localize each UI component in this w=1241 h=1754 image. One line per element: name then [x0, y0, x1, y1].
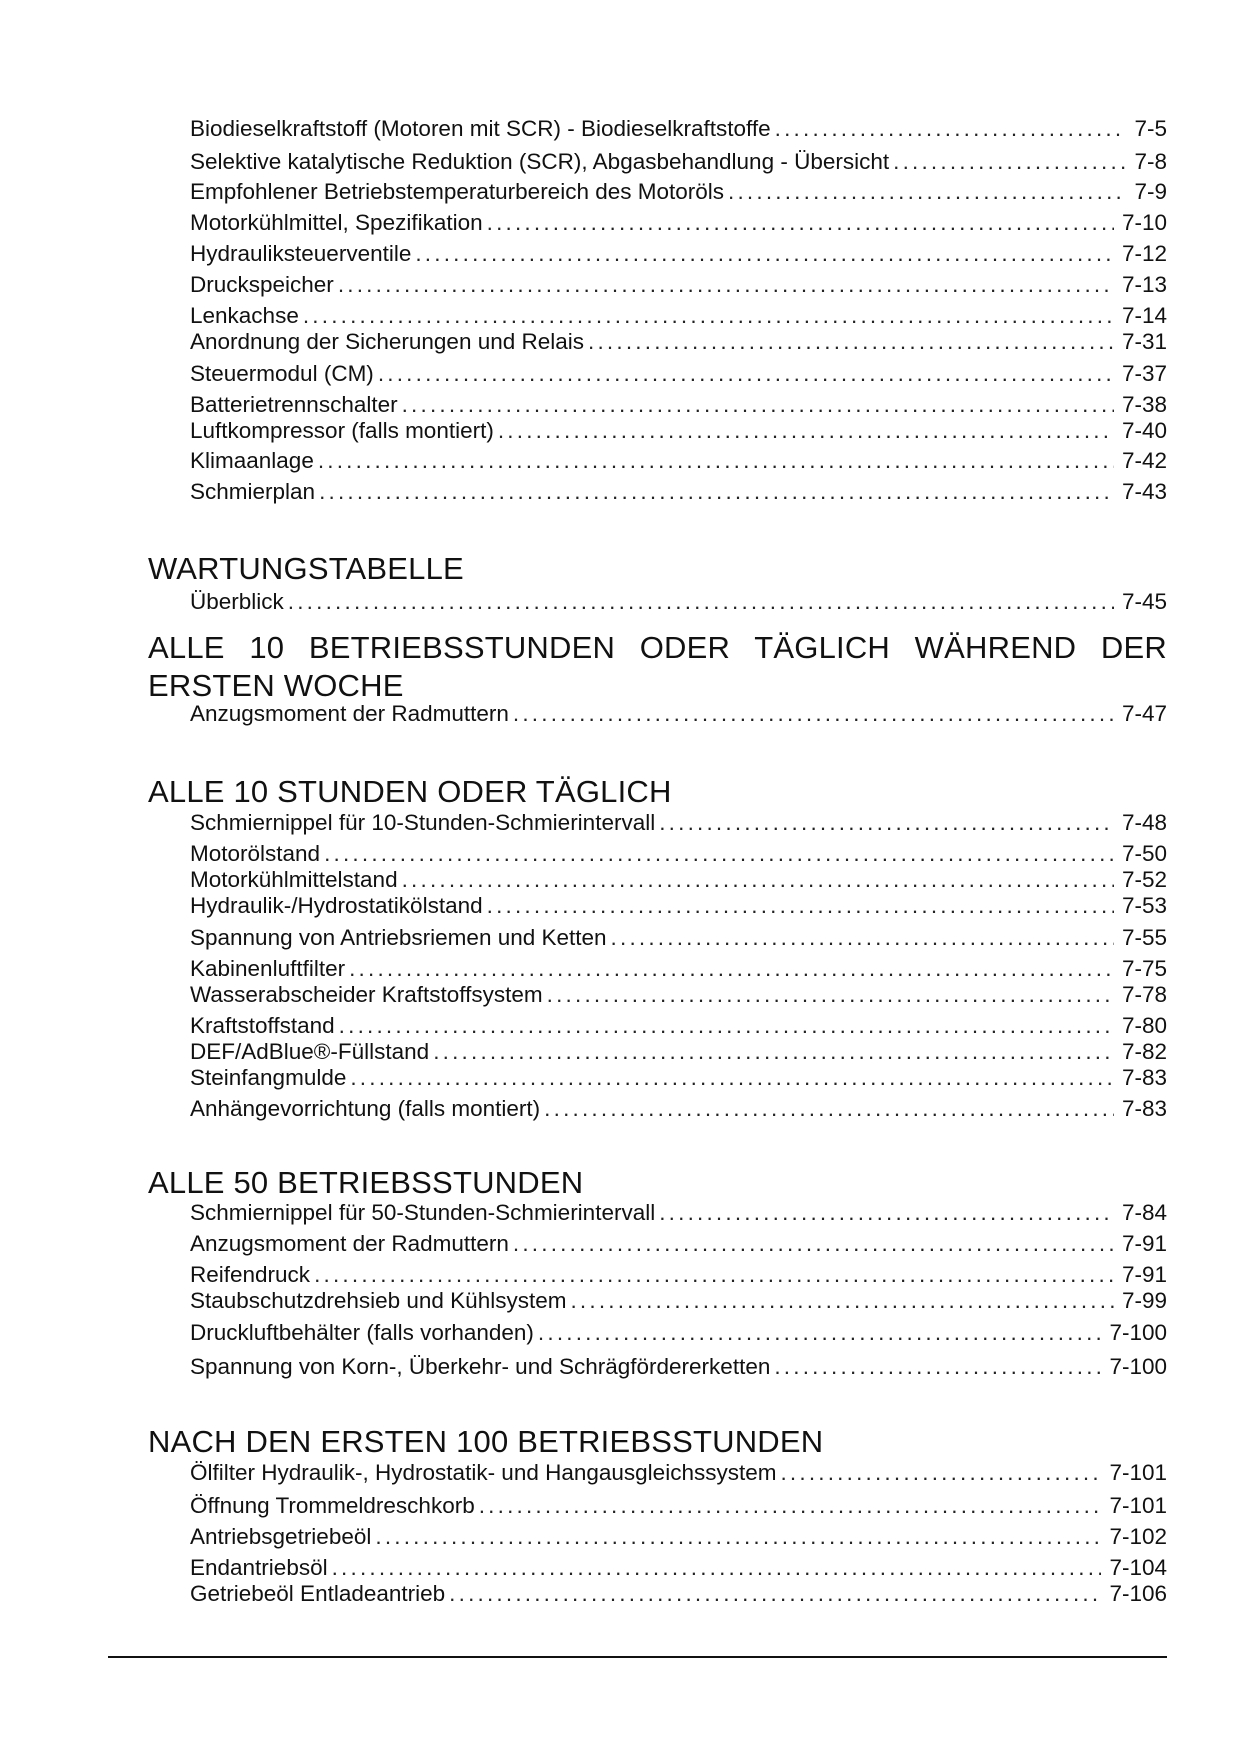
dot-leader	[728, 178, 1126, 206]
dot-leader	[314, 1261, 1114, 1289]
toc-entry-page: 7-37	[1121, 361, 1167, 386]
dot-leader	[433, 1038, 1114, 1066]
toc-entry-page: 7-52	[1121, 867, 1167, 892]
dot-leader	[487, 892, 1114, 920]
toc-entry-title: Anzugsmoment der Radmuttern	[190, 1231, 509, 1256]
toc-entry-page: 7-31	[1121, 329, 1167, 354]
toc-entry[interactable]	[190, 1012, 1167, 1040]
toc-entry-page: 7-91	[1121, 1262, 1167, 1287]
toc-entry-page: 7-47	[1121, 701, 1167, 726]
section-heading: ALLE 50 BETRIEBSSTUNDEN	[148, 1165, 584, 1200]
toc-entry-page: 7-101	[1109, 1493, 1167, 1518]
toc-entry-page: 7-9	[1134, 179, 1167, 204]
toc-entry[interactable]	[190, 955, 1167, 983]
toc-entry-title: DEF/AdBlue®-Füllstand	[190, 1039, 430, 1064]
toc-entry[interactable]	[190, 178, 1167, 206]
toc-entry[interactable]	[190, 866, 1167, 894]
toc-entry-page: 7-75	[1121, 956, 1167, 981]
toc-entry-title: Anzugsmoment der Radmuttern	[190, 701, 509, 726]
toc-entry[interactable]	[190, 1038, 1167, 1066]
dot-leader	[350, 1064, 1114, 1092]
toc-entry[interactable]	[190, 1199, 1167, 1227]
dot-leader	[513, 1230, 1114, 1258]
toc-entry-page: 7-99	[1121, 1288, 1167, 1313]
dot-leader	[588, 328, 1114, 356]
toc-entry-title: Antriebsgetriebeöl	[190, 1524, 372, 1549]
toc-entry-title: Schmiernippel für 50-Stunden-Schmierintervall	[190, 1200, 656, 1225]
toc-entry[interactable]	[190, 1287, 1167, 1315]
section-heading: ALLE 10 STUNDEN ODER TÄGLICH	[148, 774, 672, 809]
toc-entry-title: Reifendruck	[190, 1262, 311, 1287]
toc-entry-title: Motorölstand	[190, 841, 321, 866]
toc-entry[interactable]	[190, 1554, 1167, 1582]
dot-leader	[324, 840, 1114, 868]
toc-entry[interactable]	[190, 840, 1167, 868]
toc-entry[interactable]	[190, 981, 1167, 1009]
toc-entry-page: 7-100	[1109, 1320, 1167, 1345]
toc-entry[interactable]	[190, 1319, 1167, 1347]
toc-entry-title: Steinfangmulde	[190, 1065, 347, 1090]
toc-entry[interactable]	[190, 447, 1167, 475]
toc-entry-title: Anordnung der Sicherungen und Relais	[190, 329, 585, 354]
dot-leader	[538, 1319, 1102, 1347]
toc-entry-page: 7-14	[1121, 303, 1167, 328]
toc-entry[interactable]	[190, 1230, 1167, 1258]
toc-entry[interactable]	[190, 700, 1167, 728]
toc-entry-title: Überblick	[190, 589, 284, 614]
toc-entry-page: 7-106	[1109, 1581, 1167, 1606]
toc-entry-title: Biodieselkraftstoff (Motoren mit SCR) - Biodieselkraftstoffe	[190, 116, 771, 141]
toc-entry[interactable]	[190, 1523, 1167, 1551]
toc-entry[interactable]	[190, 478, 1167, 506]
toc-entry[interactable]	[190, 1095, 1167, 1123]
dot-leader	[332, 1554, 1102, 1582]
toc-entry-title: Empfohlener Betriebstemperaturbereich des Motoröls	[190, 179, 725, 204]
toc-entry-title: Selektive katalytische Reduktion (SCR), Abgasbehandlung - Übersicht	[190, 149, 890, 174]
bottom-divider	[108, 1656, 1167, 1658]
dot-leader	[780, 1459, 1101, 1487]
toc-entry-title: Lenkachse	[190, 303, 299, 328]
toc-entry-page: 7-38	[1121, 392, 1167, 417]
toc-entry-title: Hydrauliksteuerventile	[190, 241, 412, 266]
section-heading: NACH DEN ERSTEN 100 BETRIEBSSTUNDEN	[148, 1424, 824, 1459]
toc-entry-page: 7-80	[1121, 1013, 1167, 1038]
toc-entry-page: 7-5	[1134, 116, 1167, 141]
toc-entry-title: Getriebeöl Entladeantrieb	[190, 1581, 446, 1606]
toc-entry[interactable]	[190, 115, 1167, 143]
dot-leader	[659, 809, 1114, 837]
dot-leader	[611, 924, 1114, 952]
toc-entry-title: Klimaanlage	[190, 448, 314, 473]
toc-entry[interactable]	[190, 1580, 1167, 1608]
dot-leader	[659, 1199, 1114, 1227]
toc-entry[interactable]	[190, 302, 1167, 330]
dot-leader	[402, 866, 1114, 894]
toc-entry[interactable]	[190, 588, 1167, 616]
toc-entry-title: Druckspeicher	[190, 272, 334, 297]
dot-leader	[288, 588, 1114, 616]
toc-entry-title: Ölfilter Hydraulik-, Hydrostatik- und Hangausgleichssystem	[190, 1460, 777, 1485]
toc-entry-page: 7-101	[1109, 1460, 1167, 1485]
toc-entry[interactable]	[190, 240, 1167, 268]
toc-entry-title: Endantriebsöl	[190, 1555, 328, 1580]
toc-entry-page: 7-13	[1121, 272, 1167, 297]
dot-leader	[544, 1095, 1114, 1123]
toc-entry[interactable]	[190, 417, 1167, 445]
dot-leader	[375, 1523, 1101, 1551]
toc-entry[interactable]	[190, 1353, 1167, 1381]
toc-entry[interactable]	[190, 1492, 1167, 1520]
toc-entry-title: Spannung von Antriebsriemen und Ketten	[190, 925, 607, 950]
dot-leader	[513, 700, 1114, 728]
toc-entry-page: 7-100	[1109, 1354, 1167, 1379]
toc-entry[interactable]	[190, 328, 1167, 356]
toc-entry[interactable]	[190, 924, 1167, 952]
toc-entry-title: Schmierplan	[190, 479, 316, 504]
toc-entry-title: Motorkühlmittelstand	[190, 867, 398, 892]
toc-entry[interactable]	[190, 391, 1167, 419]
toc-entry[interactable]	[190, 1261, 1167, 1289]
toc-entry-page: 7-104	[1109, 1555, 1167, 1580]
dot-leader	[893, 148, 1126, 176]
section-heading: WARTUNGSTABELLE	[148, 551, 464, 586]
toc-entry-title: Druckluftbehälter (falls vorhanden)	[190, 1320, 534, 1345]
toc-entry-page: 7-102	[1109, 1524, 1167, 1549]
dot-leader	[774, 1353, 1101, 1381]
toc-entry-page: 7-40	[1121, 418, 1167, 443]
toc-entry[interactable]	[190, 271, 1167, 299]
toc-entry-title: Anhängevorrichtung (falls montiert)	[190, 1096, 541, 1121]
toc-entry[interactable]	[190, 809, 1167, 837]
dot-leader	[402, 391, 1114, 419]
toc-entry-title: Kraftstoffstand	[190, 1013, 335, 1038]
dot-leader	[449, 1580, 1101, 1608]
toc-entry-title: Kabinenluftfilter	[190, 956, 346, 981]
toc-entry-title: Schmiernippel für 10-Stunden-Schmierintervall	[190, 810, 656, 835]
dot-leader	[319, 478, 1114, 506]
dot-leader	[303, 302, 1114, 330]
toc-entry-page: 7-53	[1121, 893, 1167, 918]
toc-entry-title: Motorkühlmittel, Spezifikation	[190, 210, 483, 235]
toc-entry-page: 7-91	[1121, 1231, 1167, 1256]
toc-entry-page: 7-83	[1121, 1096, 1167, 1121]
toc-entry-title: Luftkompressor (falls montiert)	[190, 418, 494, 443]
toc-entry[interactable]	[190, 1459, 1167, 1487]
toc-entry-title: Öffnung Trommeldreschkorb	[190, 1493, 475, 1518]
toc-entry-page: 7-82	[1121, 1039, 1167, 1064]
dot-leader	[338, 271, 1114, 299]
toc-entry-page: 7-45	[1121, 589, 1167, 614]
toc-entry-page: 7-50	[1121, 841, 1167, 866]
toc-entry[interactable]	[190, 892, 1167, 920]
dot-leader	[479, 1492, 1102, 1520]
toc-entry-title: Hydraulik-/Hydrostatikölstand	[190, 893, 483, 918]
toc-entry-page: 7-43	[1121, 479, 1167, 504]
dot-leader	[570, 1287, 1113, 1315]
toc-entry[interactable]	[190, 148, 1167, 176]
toc-entry-page: 7-12	[1121, 241, 1167, 266]
toc-entry-page: 7-55	[1121, 925, 1167, 950]
toc-entry-title: Spannung von Korn-, Überkehr- und Schrägfördererketten	[190, 1354, 771, 1379]
toc-entry-title: Staubschutzdrehsieb und Kühlsystem	[190, 1288, 567, 1313]
dot-leader	[318, 447, 1114, 475]
toc-entry-page: 7-78	[1121, 982, 1167, 1007]
toc-entry-page: 7-42	[1121, 448, 1167, 473]
toc-entry-page: 7-8	[1134, 149, 1167, 174]
toc-entry-page: 7-10	[1121, 210, 1167, 235]
toc-entry[interactable]	[190, 360, 1167, 388]
toc-entry-page: 7-48	[1121, 810, 1167, 835]
dot-leader	[339, 1012, 1114, 1040]
toc-entry-page: 7-83	[1121, 1065, 1167, 1090]
dot-leader	[378, 360, 1114, 388]
dot-leader	[415, 240, 1114, 268]
dot-leader	[349, 955, 1114, 983]
dot-leader	[487, 209, 1114, 237]
toc-entry-title: Batterietrennschalter	[190, 392, 398, 417]
dot-leader	[498, 417, 1114, 445]
toc-entry[interactable]	[190, 1064, 1167, 1092]
toc-entry-title: Wasserabscheider Kraftstoffsystem	[190, 982, 543, 1007]
toc-entry-title: Steuermodul (CM)	[190, 361, 374, 386]
dot-leader	[775, 115, 1127, 143]
toc-entry-page: 7-84	[1121, 1200, 1167, 1225]
section-heading: ALLE 10 BETRIEBSSTUNDEN ODER TÄGLICH WÄHREND DER ERSTEN WOCHE	[148, 630, 1167, 703]
dot-leader	[547, 981, 1114, 1009]
toc-entry[interactable]	[190, 209, 1167, 237]
